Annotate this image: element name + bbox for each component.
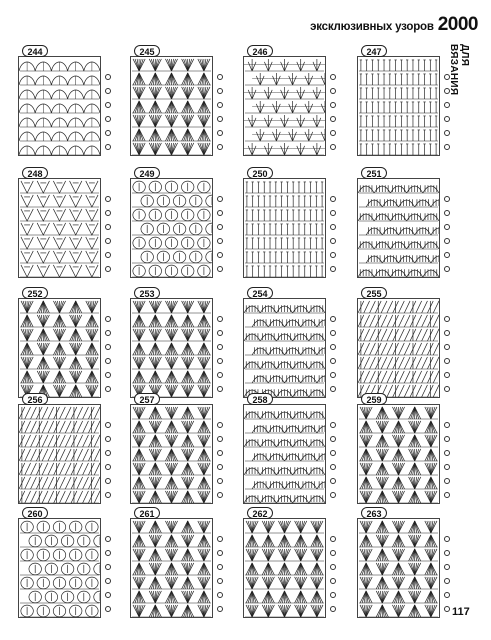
stitch-symbols	[131, 57, 212, 155]
row-markers	[442, 404, 454, 504]
pattern-tile	[18, 510, 115, 620]
row-marker-icon	[330, 144, 336, 150]
row-marker-icon	[105, 102, 111, 108]
row-marker-icon	[105, 386, 111, 392]
pattern-number-badge: 247	[361, 45, 387, 57]
row-marker-icon	[444, 316, 450, 322]
row-marker-icon	[217, 592, 223, 598]
row-marker-icon	[105, 144, 111, 150]
row-marker-icon	[217, 436, 223, 442]
pattern-number-badge: 258	[247, 393, 273, 405]
row-marker-icon	[105, 564, 111, 570]
stitch-symbols	[19, 519, 100, 617]
pattern-tile	[130, 510, 227, 620]
pattern-number-badge: 256	[22, 393, 48, 405]
crochet-chart-diagram	[357, 298, 440, 398]
pattern-number-badge: 246	[247, 45, 273, 57]
pattern-tile	[18, 48, 115, 158]
stitch-symbols	[358, 299, 439, 397]
row-markers	[442, 178, 454, 278]
row-marker-icon	[330, 196, 336, 202]
pattern-number-badge: 254	[247, 287, 273, 299]
row-marker-icon	[105, 578, 111, 584]
row-markers	[215, 178, 227, 278]
pattern-number-badge: 245	[134, 45, 160, 57]
pattern-tile	[357, 170, 454, 280]
row-markers	[328, 56, 340, 156]
row-marker-icon	[217, 422, 223, 428]
row-marker-icon	[217, 116, 223, 122]
row-marker-icon	[105, 436, 111, 442]
header-subtitle: эксклюзивных узоров	[310, 21, 434, 33]
pattern-number-badge: 248	[22, 167, 48, 179]
row-marker-icon	[105, 478, 111, 484]
row-marker-icon	[330, 386, 336, 392]
row-markers	[215, 298, 227, 398]
row-markers	[215, 404, 227, 504]
row-marker-icon	[444, 606, 450, 612]
row-marker-icon	[105, 316, 111, 322]
crochet-chart-diagram	[18, 56, 101, 156]
stitch-symbols	[358, 405, 439, 503]
row-marker-icon	[217, 450, 223, 456]
row-marker-icon	[444, 210, 450, 216]
pattern-tile	[243, 290, 340, 400]
crochet-chart-diagram	[130, 298, 213, 398]
pattern-tile	[357, 48, 454, 158]
stitch-symbols	[19, 179, 100, 277]
row-markers	[328, 178, 340, 278]
row-marker-icon	[217, 238, 223, 244]
row-marker-icon	[217, 358, 223, 364]
row-marker-icon	[444, 478, 450, 484]
pattern-tile	[130, 396, 227, 506]
pattern-number-badge: 252	[22, 287, 48, 299]
row-marker-icon	[105, 196, 111, 202]
header-count: 2000	[437, 14, 478, 35]
pattern-number-badge: 262	[247, 507, 273, 519]
row-marker-icon	[330, 372, 336, 378]
row-marker-icon	[330, 130, 336, 136]
row-marker-icon	[444, 422, 450, 428]
stitch-symbols	[358, 57, 439, 155]
pattern-tile	[130, 170, 227, 280]
row-markers	[215, 56, 227, 156]
pattern-tile	[243, 510, 340, 620]
row-marker-icon	[217, 564, 223, 570]
row-markers	[442, 298, 454, 398]
row-marker-icon	[330, 422, 336, 428]
stitch-symbols	[244, 299, 325, 397]
row-marker-icon	[330, 358, 336, 364]
row-marker-icon	[105, 266, 111, 272]
row-marker-icon	[105, 606, 111, 612]
row-marker-icon	[444, 536, 450, 542]
pattern-tile	[357, 396, 454, 506]
row-marker-icon	[444, 450, 450, 456]
stitch-symbols	[19, 405, 100, 503]
row-marker-icon	[330, 492, 336, 498]
pattern-number-badge: 257	[134, 393, 160, 405]
row-marker-icon	[444, 372, 450, 378]
row-marker-icon	[330, 464, 336, 470]
stitch-symbols	[131, 299, 212, 397]
row-marker-icon	[105, 238, 111, 244]
pattern-number-badge: 263	[361, 507, 387, 519]
crochet-chart-diagram	[357, 178, 440, 278]
row-marker-icon	[444, 436, 450, 442]
row-marker-icon	[444, 266, 450, 272]
row-marker-icon	[105, 492, 111, 498]
row-marker-icon	[217, 492, 223, 498]
row-marker-icon	[444, 74, 450, 80]
row-marker-icon	[217, 224, 223, 230]
crochet-chart-diagram	[357, 518, 440, 618]
row-marker-icon	[217, 102, 223, 108]
row-marker-icon	[105, 464, 111, 470]
row-marker-icon	[330, 436, 336, 442]
row-marker-icon	[444, 578, 450, 584]
row-marker-icon	[105, 550, 111, 556]
crochet-chart-diagram	[243, 56, 326, 156]
row-marker-icon	[217, 210, 223, 216]
crochet-chart-diagram	[18, 178, 101, 278]
row-marker-icon	[444, 550, 450, 556]
row-marker-icon	[330, 88, 336, 94]
row-marker-icon	[217, 252, 223, 258]
row-marker-icon	[105, 210, 111, 216]
crochet-chart-diagram	[357, 56, 440, 156]
row-marker-icon	[105, 344, 111, 350]
row-marker-icon	[105, 224, 111, 230]
stitch-symbols	[358, 179, 439, 277]
row-marker-icon	[217, 330, 223, 336]
row-marker-icon	[105, 88, 111, 94]
row-marker-icon	[444, 344, 450, 350]
row-marker-icon	[217, 144, 223, 150]
row-marker-icon	[330, 252, 336, 258]
crochet-chart-diagram	[130, 518, 213, 618]
row-marker-icon	[330, 74, 336, 80]
row-marker-icon	[217, 266, 223, 272]
pattern-number-badge: 250	[247, 167, 273, 179]
row-markers	[442, 56, 454, 156]
side-label: ДЛЯ ВЯЗАНИЯ	[448, 44, 470, 96]
row-marker-icon	[217, 88, 223, 94]
row-marker-icon	[444, 196, 450, 202]
row-marker-icon	[105, 372, 111, 378]
pattern-number-badge: 244	[22, 45, 48, 57]
stitch-symbols	[131, 519, 212, 617]
row-marker-icon	[330, 102, 336, 108]
row-markers	[103, 518, 115, 618]
row-marker-icon	[330, 224, 336, 230]
row-marker-icon	[105, 358, 111, 364]
row-markers	[328, 518, 340, 618]
row-marker-icon	[330, 344, 336, 350]
row-marker-icon	[444, 592, 450, 598]
row-marker-icon	[330, 330, 336, 336]
row-marker-icon	[217, 464, 223, 470]
row-marker-icon	[217, 606, 223, 612]
row-marker-icon	[217, 130, 223, 136]
row-marker-icon	[330, 578, 336, 584]
crochet-chart-diagram	[357, 404, 440, 504]
crochet-chart-diagram	[130, 178, 213, 278]
row-marker-icon	[330, 550, 336, 556]
row-marker-icon	[217, 578, 223, 584]
pattern-tile	[18, 396, 115, 506]
row-marker-icon	[105, 330, 111, 336]
row-marker-icon	[444, 464, 450, 470]
row-marker-icon	[330, 210, 336, 216]
pattern-tile	[243, 396, 340, 506]
row-marker-icon	[330, 592, 336, 598]
row-marker-icon	[330, 238, 336, 244]
row-markers	[442, 518, 454, 618]
pattern-number-badge: 249	[134, 167, 160, 179]
row-markers	[103, 178, 115, 278]
row-marker-icon	[217, 386, 223, 392]
crochet-chart-diagram	[130, 404, 213, 504]
row-markers	[215, 518, 227, 618]
row-marker-icon	[105, 450, 111, 456]
row-marker-icon	[444, 116, 450, 122]
stitch-symbols	[244, 519, 325, 617]
stitch-symbols	[19, 57, 100, 155]
row-marker-icon	[330, 606, 336, 612]
row-marker-icon	[105, 536, 111, 542]
row-marker-icon	[444, 564, 450, 570]
pattern-number-badge: 255	[361, 287, 387, 299]
crochet-chart-diagram	[243, 178, 326, 278]
row-marker-icon	[444, 102, 450, 108]
crochet-chart-diagram	[243, 518, 326, 618]
pattern-tile	[357, 290, 454, 400]
row-marker-icon	[330, 478, 336, 484]
stitch-symbols	[358, 519, 439, 617]
row-marker-icon	[444, 88, 450, 94]
row-markers	[103, 56, 115, 156]
stitch-symbols	[244, 405, 325, 503]
pattern-tile	[357, 510, 454, 620]
row-marker-icon	[330, 450, 336, 456]
crochet-chart-diagram	[130, 56, 213, 156]
row-marker-icon	[105, 130, 111, 136]
stitch-symbols	[244, 179, 325, 277]
pattern-number-badge: 259	[361, 393, 387, 405]
row-marker-icon	[105, 116, 111, 122]
row-marker-icon	[444, 492, 450, 498]
row-markers	[328, 298, 340, 398]
row-marker-icon	[444, 330, 450, 336]
crochet-chart-diagram	[243, 298, 326, 398]
row-marker-icon	[217, 478, 223, 484]
row-marker-icon	[105, 252, 111, 258]
row-marker-icon	[217, 536, 223, 542]
pattern-tile	[243, 170, 340, 280]
row-marker-icon	[444, 144, 450, 150]
row-marker-icon	[444, 386, 450, 392]
pattern-tile	[130, 48, 227, 158]
crochet-chart-diagram	[18, 518, 101, 618]
row-marker-icon	[444, 238, 450, 244]
crochet-chart-diagram	[18, 298, 101, 398]
pattern-number-badge: 261	[134, 507, 160, 519]
row-markers	[103, 298, 115, 398]
row-marker-icon	[444, 252, 450, 258]
pattern-tile	[18, 290, 115, 400]
pattern-number-badge: 253	[134, 287, 160, 299]
row-marker-icon	[444, 358, 450, 364]
pattern-number-badge: 260	[22, 507, 48, 519]
row-marker-icon	[105, 592, 111, 598]
row-marker-icon	[217, 196, 223, 202]
stitch-symbols	[19, 299, 100, 397]
row-marker-icon	[444, 130, 450, 136]
row-marker-icon	[330, 536, 336, 542]
crochet-chart-diagram	[18, 404, 101, 504]
row-marker-icon	[330, 564, 336, 570]
row-markers	[328, 404, 340, 504]
row-marker-icon	[217, 550, 223, 556]
pattern-number-badge: 251	[361, 167, 387, 179]
row-markers	[103, 404, 115, 504]
stitch-symbols	[131, 179, 212, 277]
row-marker-icon	[217, 74, 223, 80]
row-marker-icon	[217, 372, 223, 378]
pattern-tile	[130, 290, 227, 400]
crochet-chart-diagram	[243, 404, 326, 504]
stitch-symbols	[131, 405, 212, 503]
row-marker-icon	[105, 74, 111, 80]
row-marker-icon	[330, 266, 336, 272]
row-marker-icon	[105, 422, 111, 428]
row-marker-icon	[330, 316, 336, 322]
stitch-symbols	[244, 57, 325, 155]
row-marker-icon	[330, 116, 336, 122]
pattern-tile	[243, 48, 340, 158]
row-marker-icon	[444, 224, 450, 230]
page-number: 117	[452, 606, 470, 618]
row-marker-icon	[217, 316, 223, 322]
row-marker-icon	[217, 344, 223, 350]
pattern-tile	[18, 170, 115, 280]
